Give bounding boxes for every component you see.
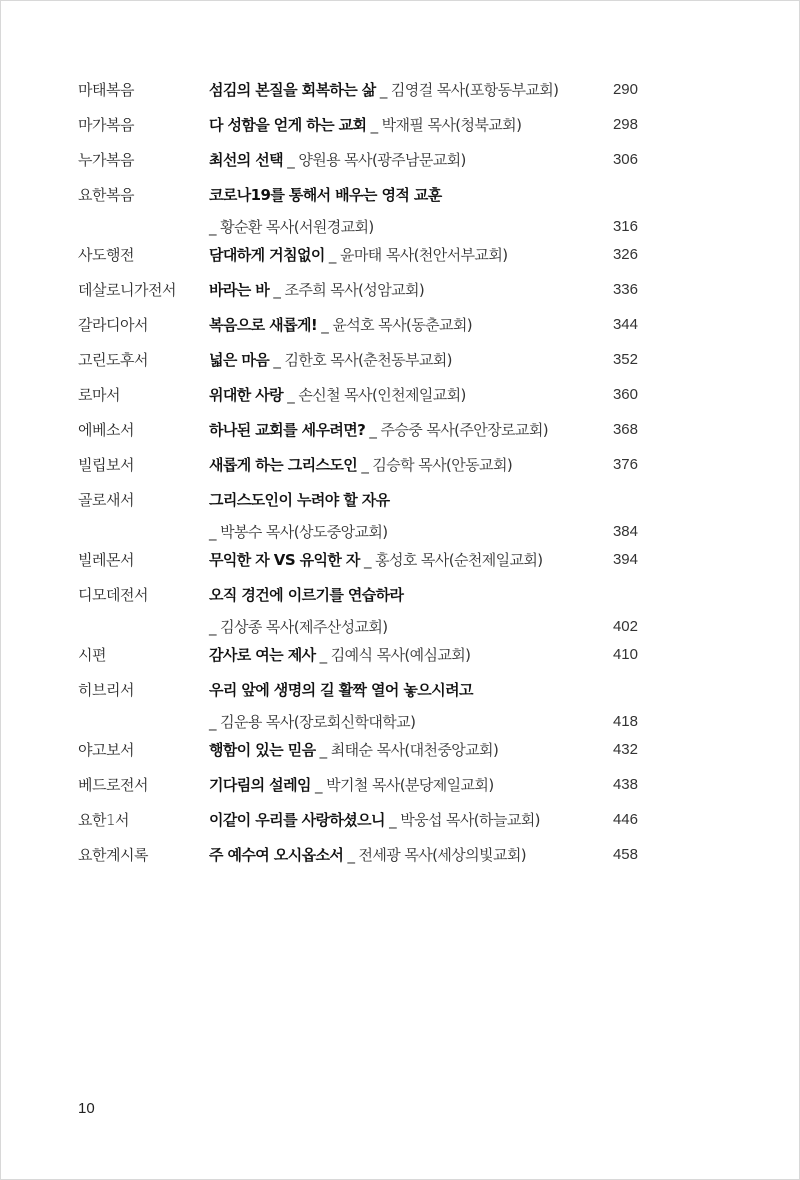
toc-entry: [78, 841, 638, 876]
toc-entry: [78, 241, 638, 276]
author: 박재필 목사(청북교회): [381, 116, 522, 134]
entry-content: [209, 311, 638, 339]
entry-content: [209, 841, 638, 869]
page-number: 326: [612, 246, 638, 263]
author: 김상종 목사(제주산성교회): [220, 618, 388, 636]
book-name: 마태복음: [78, 81, 134, 99]
sermon-title: 무익한 자 VS 유익한 자: [209, 551, 360, 569]
separator: _: [209, 218, 216, 236]
author: 윤석호 목사(동춘교회): [332, 316, 473, 334]
book-name: 데살로니가전서: [78, 281, 176, 299]
author-line: [209, 609, 638, 641]
entry-content: [209, 76, 638, 104]
author: 박봉수 목사(상도중앙교회): [220, 523, 388, 541]
sermon-title: 담대하게 거침없이: [209, 246, 325, 264]
author: 박기철 목사(분당제일교회): [326, 776, 494, 794]
separator: _: [287, 151, 299, 169]
author: 김승학 목사(안동교회): [372, 456, 513, 474]
toc-entry: [78, 771, 638, 806]
sermon-title: 그리스도인이 누려야 할 자유: [209, 491, 390, 509]
sermon-title: 이같이 우리를 사랑하셨으니: [209, 811, 385, 829]
toc-entry: [78, 806, 638, 841]
page-number: 290: [612, 81, 638, 98]
sermon-title: 행함이 있는 믿음: [209, 741, 316, 759]
author: 양원용 목사(광주남문교회): [298, 151, 466, 169]
toc-entry: [78, 146, 638, 181]
sermon-title: 위대한 사랑: [209, 386, 284, 404]
author: 홍성호 목사(순천제일교회): [375, 551, 543, 569]
page-number: 402: [612, 618, 638, 635]
toc-entry: [78, 416, 638, 451]
book-name: 고린도후서: [78, 351, 148, 369]
entry-content: [209, 276, 638, 304]
sermon-title: 새롭게 하는 그리스도인: [209, 456, 358, 474]
author: 손신철 목사(인천제일교회): [298, 386, 466, 404]
page-number: 336: [612, 281, 638, 298]
sermon-title: 감사로 여는 제사: [209, 646, 316, 664]
separator: _: [361, 456, 373, 474]
page-number: 438: [612, 776, 638, 793]
page-number: 418: [612, 713, 638, 730]
sermon-title: 주 예수여 오시옵소서: [209, 846, 344, 864]
sermon-title: 최선의 선택: [209, 151, 284, 169]
page-number: 306: [612, 151, 638, 168]
separator: _: [364, 551, 376, 569]
book-name: 디모데전서: [78, 586, 148, 604]
book-name: 누가복음: [78, 151, 134, 169]
book-name: 빌레몬서: [78, 551, 134, 569]
book-name: 시편: [78, 646, 106, 664]
toc-entry: [78, 111, 638, 146]
page-number: 394: [612, 551, 638, 568]
separator: _: [209, 618, 216, 636]
entry-content: [209, 736, 638, 764]
sermon-title: 하나된 교회를 세우려면?: [209, 421, 366, 439]
entry-content: [209, 181, 638, 241]
toc-entry: [78, 581, 638, 641]
author: 박웅섭 목사(하늘교회): [400, 811, 540, 829]
author: 주승중 목사(주안장로교회): [380, 421, 548, 439]
toc-entry: [78, 311, 638, 346]
page-number: 368: [612, 421, 638, 438]
entry-content: [209, 771, 638, 799]
toc-entry: [78, 736, 638, 771]
sermon-title: 섬김의 본질을 회복하는 삶: [209, 81, 376, 99]
book-name: 야고보서: [78, 741, 134, 759]
page-number: 384: [612, 523, 638, 540]
toc-entry: [78, 276, 638, 311]
separator: _: [287, 386, 299, 404]
book-name: 골로새서: [78, 491, 134, 509]
author: 윤마태 목사(천안서부교회): [340, 246, 508, 264]
page-number: 446: [612, 811, 638, 828]
separator: _: [389, 811, 401, 829]
sermon-title: 기다림의 설레임: [209, 776, 311, 794]
author: 김한호 목사(춘천동부교회): [284, 351, 452, 369]
entry-content: [209, 451, 638, 479]
page-number: 352: [612, 351, 638, 368]
entry-content: [209, 486, 638, 546]
toc-entry: [78, 451, 638, 486]
separator: _: [370, 116, 382, 134]
separator: _: [379, 81, 391, 99]
book-name: 요한복음: [78, 186, 134, 204]
entry-content: [209, 241, 638, 269]
sermon-title: 다 성함을 얻게 하는 교회: [209, 116, 367, 134]
toc-entry: [78, 486, 638, 546]
toc-entry: [78, 641, 638, 676]
entry-content: [209, 346, 638, 374]
author-line: [209, 514, 638, 546]
separator: _: [319, 646, 331, 664]
sermon-title: 코로나19를 통해서 배우는 영적 교훈: [209, 186, 442, 204]
entry-content: [209, 676, 638, 736]
page-number: 298: [612, 116, 638, 133]
toc-entry: [78, 381, 638, 416]
author: 황순환 목사(서원경교회): [220, 218, 374, 236]
author-line: [209, 704, 638, 736]
separator: _: [319, 741, 331, 759]
book-name: 요한계시록: [78, 846, 148, 864]
separator: _: [328, 246, 340, 264]
book-name: 베드로전서: [78, 776, 148, 794]
toc-entry: [78, 346, 638, 381]
book-name: 히브리서: [78, 681, 134, 699]
toc-entry: [78, 676, 638, 736]
author: 김운용 목사(장로회신학대학교): [220, 713, 416, 731]
entry-content: [209, 581, 638, 641]
separator: _: [321, 316, 333, 334]
entry-content: [209, 546, 638, 574]
entry-content: [209, 381, 638, 409]
toc-entry: [78, 181, 638, 241]
book-name: 에베소서: [78, 421, 134, 439]
author: 조주희 목사(성암교회): [284, 281, 425, 299]
author-line: [209, 209, 638, 241]
sermon-title: 바라는 바: [209, 281, 270, 299]
author: 김예식 목사(예심교회): [330, 646, 471, 664]
page-number: 360: [612, 386, 638, 403]
sermon-title: 넓은 마음: [209, 351, 270, 369]
page-number: 344: [612, 316, 638, 333]
separator: _: [209, 523, 216, 541]
entry-content: [209, 111, 638, 139]
separator: _: [347, 846, 359, 864]
author: 김영걸 목사(포항동부교회): [390, 81, 559, 99]
book-name: 갈라디아서: [78, 316, 148, 334]
entry-content: [209, 806, 638, 834]
entry-content: [209, 641, 638, 669]
folio-page-number: 10: [78, 1100, 95, 1117]
toc-entry: [78, 546, 638, 581]
separator: _: [369, 421, 381, 439]
page-number: 316: [612, 218, 638, 235]
book-name: 요한1서: [78, 811, 130, 829]
author: 전세광 목사(세상의빛교회): [358, 846, 526, 864]
book-name: 사도행전: [78, 246, 134, 264]
author: 최태순 목사(대천중앙교회): [330, 741, 499, 759]
toc-entry: [78, 76, 638, 111]
page-number: 432: [612, 741, 638, 758]
entry-content: [209, 146, 638, 174]
book-name: 로마서: [78, 386, 120, 404]
separator: _: [273, 351, 285, 369]
sermon-title: 오직 경건에 이르기를 연습하라: [209, 586, 404, 604]
entry-content: [209, 416, 638, 444]
sermon-title: 복음으로 새롭게!: [209, 316, 318, 334]
book-name: 마가복음: [78, 116, 134, 134]
separator: _: [273, 281, 285, 299]
page-number: 458: [612, 846, 638, 863]
separator: _: [209, 713, 216, 731]
book-name: 빌립보서: [78, 456, 134, 474]
separator: _: [315, 776, 327, 794]
page-number: 410: [612, 646, 638, 663]
table-of-contents: [78, 76, 638, 876]
sermon-title: 우리 앞에 생명의 길 활짝 열어 놓으시려고: [209, 681, 473, 699]
page-number: 376: [612, 456, 638, 473]
